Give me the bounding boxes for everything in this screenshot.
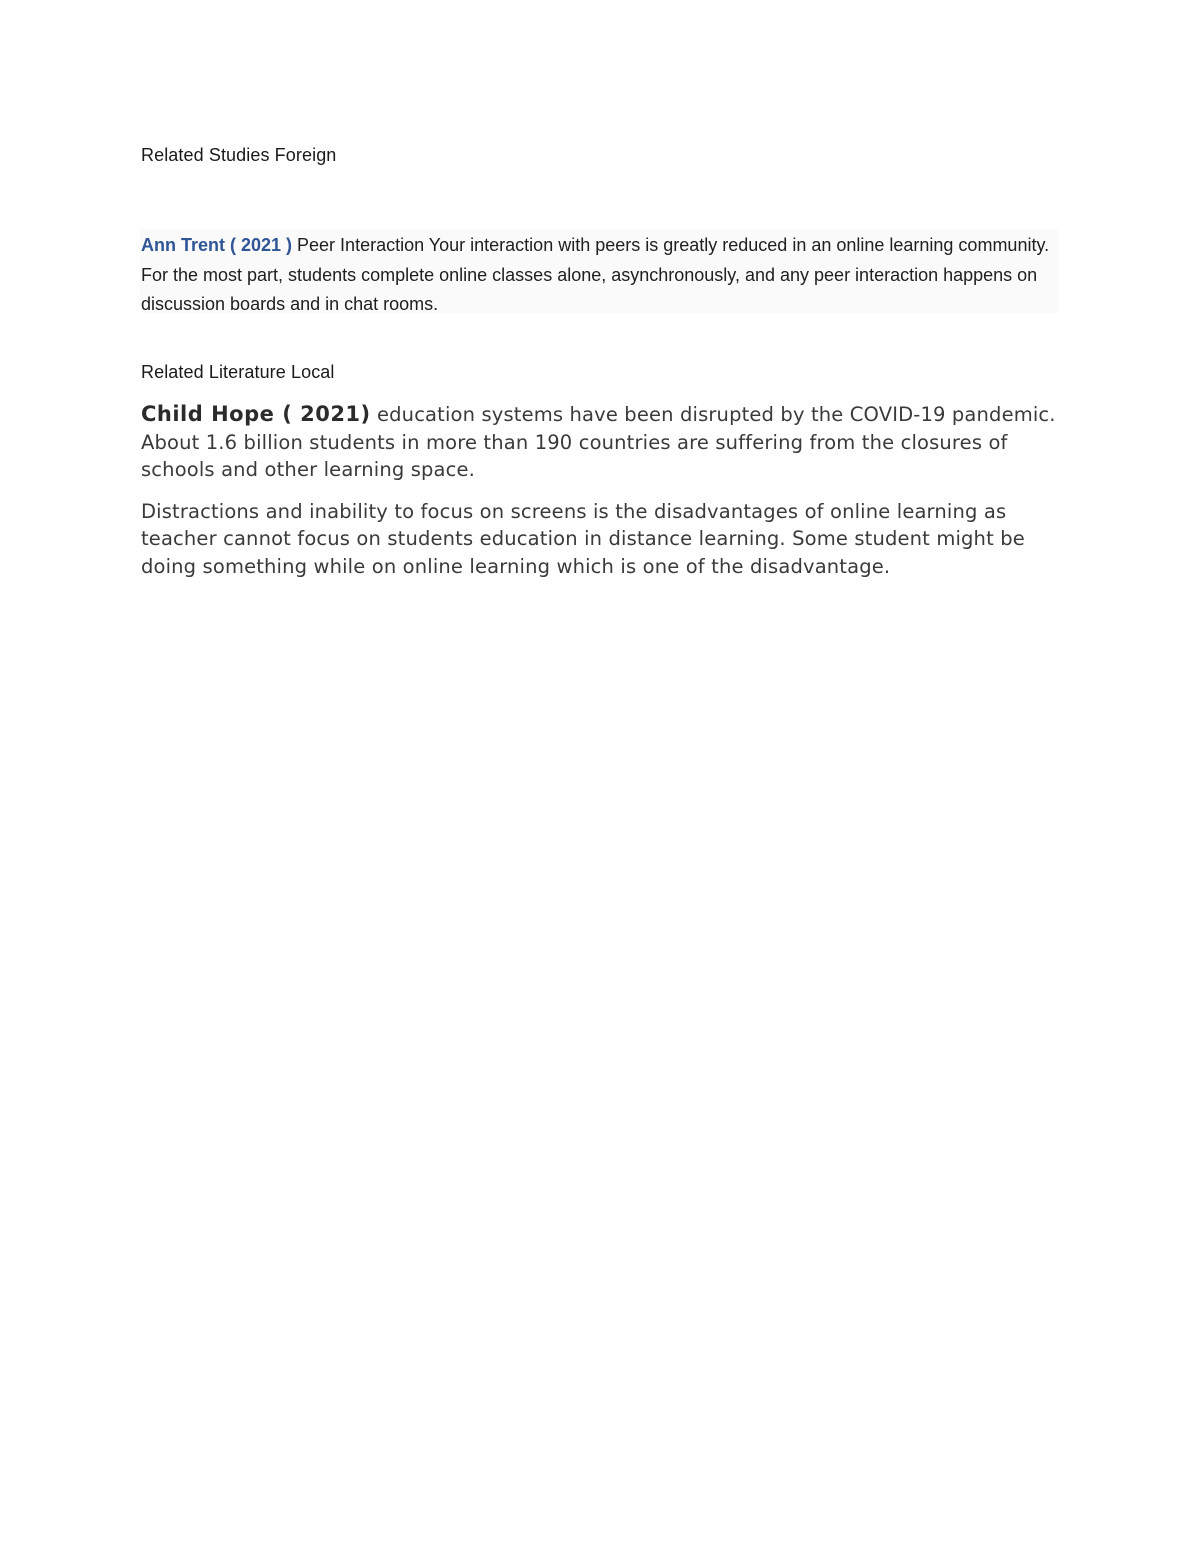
local-literature-author: Child Hope ( 2021) [141,402,371,426]
foreign-study-author: Ann Trent ( 2021 ) [141,235,293,255]
local-literature-paragraph-1 [141,401,1061,484]
local-literature-text: education systems have been disrupted by the COVID-19 pandemic. About 1.6 billion students in more than 190 countries are suffering from the closures of schools and other learning space. [141,403,1056,481]
local-literature-paragraph-2: Distractions and inability to focus on screens is the disadvantages of online learning as teacher cannot focus on students education in distance learning. Some student might be doing something while on online learning which is one of the disadvantage. [141,499,1025,578]
heading-related-literature-local: Related Literature Local [141,362,335,382]
local-literature-entry [141,401,1061,580]
heading-related-studies-foreign: Related Studies Foreign [141,145,337,165]
foreign-study-text: Peer Interaction Your interaction with peers is greatly reduced in an online learning community. For the most part, students complete online classes alone, asynchronously, and any peer interaction happens on discussion boards and in chat rooms. [141,235,1050,314]
foreign-study-entry [140,229,1058,313]
